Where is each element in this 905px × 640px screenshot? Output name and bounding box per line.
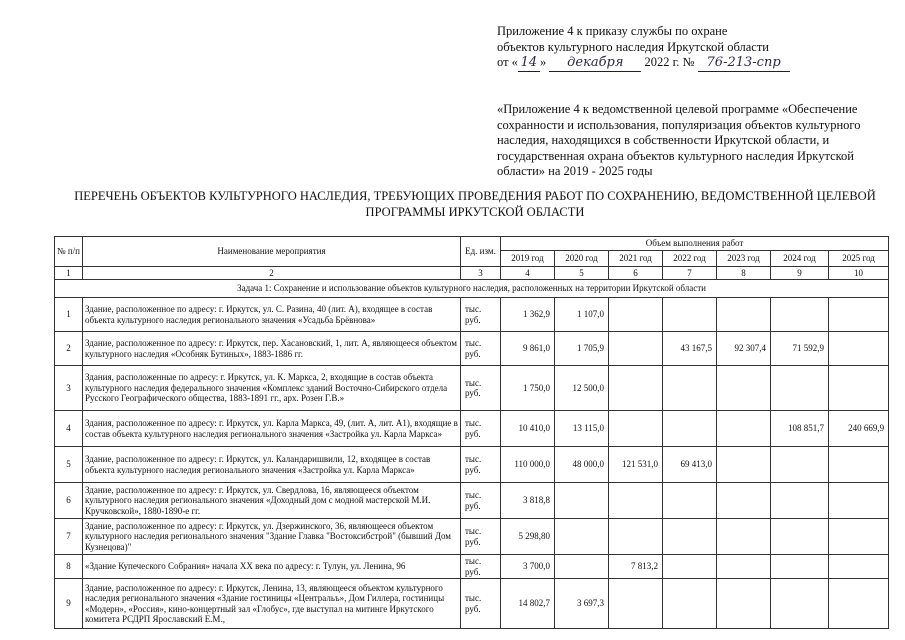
object-name: Здание, расположенное по адресу: г. Иркутск, ул. С. Разина, 40 (лит. А), входящее в состав объекта культурного наследия регионального значения «Усадьба Брёвнова» bbox=[83, 298, 461, 332]
unit-cell: тыс. руб. bbox=[461, 579, 501, 629]
volume-cell bbox=[609, 579, 663, 629]
unit-cell: тыс. руб. bbox=[461, 483, 501, 519]
object-name: Здание, расположенное по адресу: г. Иркутск, пер. Хасановский, 1, лит. А, являющееся объектом культурного наследия «Особняк Бутиных», 1883-1886 гг. bbox=[83, 332, 461, 366]
row-number: 5 bbox=[55, 447, 83, 483]
header-name: Наименование мероприятия bbox=[83, 237, 461, 267]
volume-cell bbox=[663, 366, 717, 411]
object-name: Здание, расположенное по адресу: г. Иркутск, ул. Дзержинского, 36, являющееся объектом культурного наследия регионального значения "Здание Главка "Востоксибстрой" (бывший Дом Кузнецова)" bbox=[83, 519, 461, 555]
header-year: 2019 год bbox=[501, 250, 555, 266]
volume-cell bbox=[663, 298, 717, 332]
task-1-heading: Задача 1: Сохранение и использование объектов культурного наследия, расположенных на территории Иркутской области bbox=[55, 280, 889, 298]
volume-cell: 3 818,8 bbox=[501, 483, 555, 519]
from-label: от « bbox=[497, 55, 518, 69]
volume-cell bbox=[609, 298, 663, 332]
volume-cell: 1 107,0 bbox=[555, 298, 609, 332]
header-year: 2020 год bbox=[555, 250, 609, 266]
handwritten-number: 76-213-спр bbox=[698, 55, 790, 72]
volume-cell bbox=[829, 332, 889, 366]
object-name: Здание, расположенное по адресу: г. Иркутск, ул. Каландаришвили, 12, входящее в состав объекта культурного наследия регионального значения «Застройка ул. Карла Маркса» bbox=[83, 447, 461, 483]
volume-cell bbox=[829, 579, 889, 629]
table-row bbox=[55, 555, 889, 579]
volume-cell: 108 851,7 bbox=[771, 411, 829, 447]
column-number: 8 bbox=[717, 266, 771, 280]
column-number: 5 bbox=[555, 266, 609, 280]
volume-cell: 3 700,0 bbox=[501, 555, 555, 579]
volume-cell: 48 000,0 bbox=[555, 447, 609, 483]
row-number: 1 bbox=[55, 298, 83, 332]
table-row bbox=[55, 447, 889, 483]
volume-cell: 3 697,3 bbox=[555, 579, 609, 629]
volume-cell bbox=[717, 483, 771, 519]
column-number: 7 bbox=[663, 266, 717, 280]
header-year: 2022 год bbox=[663, 250, 717, 266]
volume-cell bbox=[771, 447, 829, 483]
volume-cell bbox=[663, 519, 717, 555]
column-number: 9 bbox=[771, 266, 829, 280]
volume-cell bbox=[717, 366, 771, 411]
volume-cell bbox=[717, 411, 771, 447]
column-number: 1 bbox=[55, 266, 83, 280]
volume-cell bbox=[663, 555, 717, 579]
volume-cell bbox=[771, 519, 829, 555]
row-number: 8 bbox=[55, 555, 83, 579]
column-number: 6 bbox=[609, 266, 663, 280]
volume-cell bbox=[555, 483, 609, 519]
volume-cell: 1 705,9 bbox=[555, 332, 609, 366]
volume-cell bbox=[717, 519, 771, 555]
row-number: 6 bbox=[55, 483, 83, 519]
volume-cell bbox=[717, 555, 771, 579]
volume-cell bbox=[771, 555, 829, 579]
volume-cell bbox=[555, 555, 609, 579]
object-name: «Здание Купеческого Собрания» начала XX века по адресу: г. Тулун, ул. Ленина, 96 bbox=[83, 555, 461, 579]
table-row bbox=[55, 483, 889, 519]
volume-cell bbox=[829, 366, 889, 411]
volume-cell: 5 298,80 bbox=[501, 519, 555, 555]
volume-cell bbox=[609, 519, 663, 555]
volume-cell bbox=[771, 483, 829, 519]
volume-cell: 71 592,9 bbox=[771, 332, 829, 366]
appendix-line-2: объектов культурного наследия Иркутской области bbox=[497, 39, 769, 54]
header-year: 2023 год bbox=[717, 250, 771, 266]
volume-cell: 1 750,0 bbox=[501, 366, 555, 411]
volume-cell bbox=[609, 483, 663, 519]
volume-cell bbox=[717, 579, 771, 629]
volume-cell: 7 813,2 bbox=[609, 555, 663, 579]
table-row bbox=[55, 366, 889, 411]
volume-cell bbox=[717, 298, 771, 332]
volume-cell bbox=[663, 411, 717, 447]
table-row bbox=[55, 411, 889, 447]
volume-cell bbox=[663, 483, 717, 519]
volume-cell bbox=[771, 366, 829, 411]
unit-cell: тыс. руб. bbox=[461, 366, 501, 411]
volume-cell: 43 167,5 bbox=[663, 332, 717, 366]
volume-cell: 110 000,0 bbox=[501, 447, 555, 483]
column-number: 3 bbox=[461, 266, 501, 280]
volume-cell: 69 413,0 bbox=[663, 447, 717, 483]
volume-cell bbox=[663, 579, 717, 629]
row-number: 7 bbox=[55, 519, 83, 555]
handwritten-month: декабря bbox=[549, 55, 641, 72]
volume-cell bbox=[829, 519, 889, 555]
volume-cell: 10 410,0 bbox=[501, 411, 555, 447]
header-year: 2025 год bbox=[829, 250, 889, 266]
document-title: ПЕРЕЧЕНЬ ОБЪЕКТОВ КУЛЬТУРНОГО НАСЛЕДИЯ, ТРЕБУЮЩИХ ПРОВЕДЕНИЯ РАБОТ ПО СОХРАНЕНИЮ, ВЕДОМСТВЕННОЙ ЦЕЛЕВОЙ ПРОГРАММЫ ИРКУТСКОЙ ОБЛАСТИ bbox=[74, 189, 876, 219]
volume-cell: 13 115,0 bbox=[555, 411, 609, 447]
volume-cell bbox=[829, 483, 889, 519]
unit-cell: тыс. руб. bbox=[461, 447, 501, 483]
unit-cell: тыс. руб. bbox=[461, 555, 501, 579]
volume-cell bbox=[609, 366, 663, 411]
volume-cell bbox=[609, 411, 663, 447]
volume-cell: 240 669,9 bbox=[829, 411, 889, 447]
unit-cell: тыс. руб. bbox=[461, 332, 501, 366]
volume-cell bbox=[829, 447, 889, 483]
volume-cell bbox=[771, 579, 829, 629]
order-date-line bbox=[497, 55, 897, 72]
header-unit: Ед. изм. bbox=[461, 237, 501, 267]
volume-cell bbox=[829, 555, 889, 579]
year-text: 2022 г. № bbox=[644, 55, 695, 69]
appendix-line-1: Приложение 4 к приказу службы по охране bbox=[497, 24, 728, 38]
program-note: «Приложение 4 к ведомственной целевой программе «Обеспечение сохранности и использования, популяризация объектов культурного наследия, находящихся в собственности Иркутской области, и государственная охрана объектов культурного наследия Иркутской области» на 2019 - 2025 годы bbox=[497, 102, 861, 178]
object-name: Здания, расположенное по адресу: г. Иркутск, ул. Карла Маркса, 49, (лит. А, лит. А1), входящие в состав объекта культурного наследия регионального значения «Застройка ул. Карла Маркса» bbox=[83, 411, 461, 447]
unit-cell: тыс. руб. bbox=[461, 411, 501, 447]
column-number: 2 bbox=[83, 266, 461, 280]
table-row bbox=[55, 579, 889, 629]
volume-cell bbox=[829, 298, 889, 332]
column-number: 4 bbox=[501, 266, 555, 280]
object-name: Здание, расположенное по адресу: г. Иркутск, ул. Свердлова, 16, являющееся объектом культурного наследия регионального значения «Доходный дом с модной мастерской М.И. Кручковской», 1880-1890-е гг. bbox=[83, 483, 461, 519]
table-row bbox=[55, 332, 889, 366]
volume-cell bbox=[771, 298, 829, 332]
row-number: 2 bbox=[55, 332, 83, 366]
header-number: № п/п bbox=[55, 237, 83, 267]
object-name: Здание, расположенное по адресу: г. Иркутск, Ленина, 13, являющееся объектом культурного наследия регионального значения «Здание гостиницы «Центральъ», Дом Гиллера, гостиницы «Модерн», «Россия», кино-концертный зал «Глобус», где выступал на митинге Иркутского комитета РСДРП Ярославский Е.М., bbox=[83, 579, 461, 629]
row-number: 9 bbox=[55, 579, 83, 629]
table-row bbox=[55, 298, 889, 332]
unit-cell: тыс. руб. bbox=[461, 298, 501, 332]
volume-cell: 121 531,0 bbox=[609, 447, 663, 483]
handwritten-day: 14 bbox=[518, 55, 540, 72]
header-year: 2021 год bbox=[609, 250, 663, 266]
volume-cell bbox=[555, 519, 609, 555]
appendix-header bbox=[497, 24, 897, 72]
volume-cell bbox=[609, 332, 663, 366]
unit-cell: тыс. руб. bbox=[461, 519, 501, 555]
objects-table bbox=[54, 236, 889, 629]
volume-cell: 92 307,4 bbox=[717, 332, 771, 366]
volume-cell: 1 362,9 bbox=[501, 298, 555, 332]
row-number: 4 bbox=[55, 411, 83, 447]
volume-cell bbox=[717, 447, 771, 483]
volume-cell: 14 802,7 bbox=[501, 579, 555, 629]
column-number: 10 bbox=[829, 266, 889, 280]
volume-cell: 9 861,0 bbox=[501, 332, 555, 366]
day-close: » bbox=[539, 55, 547, 69]
header-year: 2024 год bbox=[771, 250, 829, 266]
row-number: 3 bbox=[55, 366, 83, 411]
header-volume: Объем выполнения работ bbox=[501, 237, 889, 251]
table-row bbox=[55, 519, 889, 555]
volume-cell: 12 500,0 bbox=[555, 366, 609, 411]
object-name: Здания, расположенные по адресу: г. Иркутск, ул. К. Маркса, 2, входящие в состав объекта культурного наследия федерального значения «Комплекс зданий Восточно-Сибирского отдела Русского Географического общества, 1883-1891 гг., арх. Розен Г.В.» bbox=[83, 366, 461, 411]
